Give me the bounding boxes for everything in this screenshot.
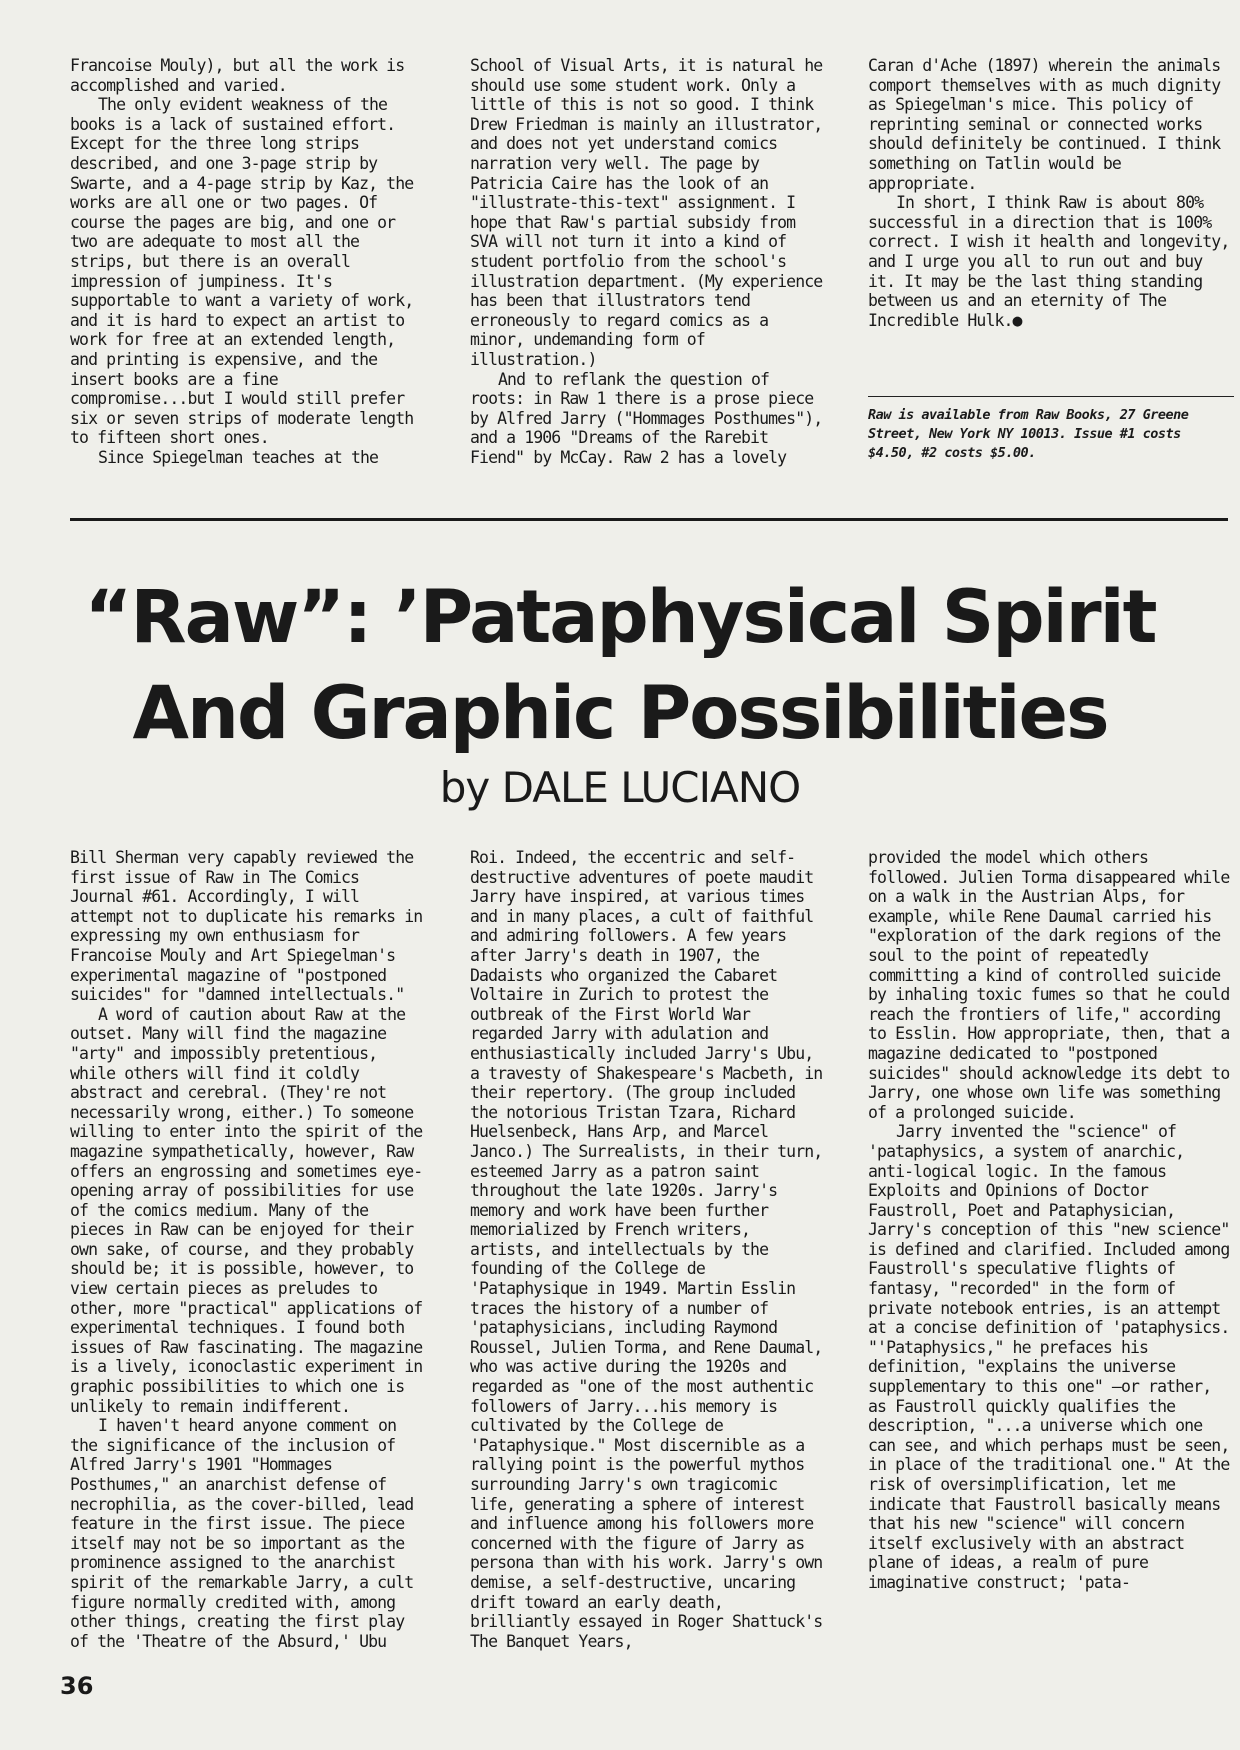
paragraph: I haven't heard anyone comment on the significance of the inclusion of Alfred Jarry's 1901 "Hommages Posthumes," an anarchist defense of necrophilia, as the cover-billed, lead feature in the first issue. The piece itself may not be so important as the prominence assigned to the anarchist spirit of the remarkable Jarry, a cult figure normally credited with, among other things, creating the first play of the 'Theatre of the Absurd,' Ubu: [70, 1416, 414, 1651]
article-column-3: [868, 848, 1234, 1593]
article-title-line-1: “Raw”: ’Pataphysical Spirit: [84, 575, 1156, 660]
continuation-column-2: [470, 56, 830, 467]
paragraph: The only evident weakness of the books is a lack of sustained effort. Except for the three long strips described, and one 3-page strip by Swarte, and a 4-page strip by Kaz, the works are all one or two pages. Of course the pages are big, and one or two are adequate to most all the strips, but there is an overall impression of jumpiness. It's supportable to want a variety of work, and it is hard to expect an artist to work for free at an extended length, and printing is expensive, and the insert books are a fine compromise...but I would still prefer six or seven strips of moderate length to fifteen short ones.: [70, 95, 414, 448]
article-column-1: [70, 848, 430, 1651]
paragraph: Jarry invented the "science" of 'pataphysics, a system of anarchic, anti-logical logic. In the famous Exploits and Opinions of Doctor Faustroll, Poet and Pataphysician, Jarry's conception of this "new science" is defined and clarified. Included among Faustroll's speculative flights of fantasy, "recorded" in the form of private notebook entries, is an attempt at a concise definition of 'pataphysics. "'Pataphysics," he prefaces his definition, "explains the universe supplementary to this one" —or rather, as Faustroll quickly qualifies the description, "...a universe which one can see, and which perhaps must be seen, in place of the traditional one." At the risk of oversimplification, let me indicate that Faustroll basically means that his new "science" will concern itself exclusively with an abstract plane of ideas, a realm of pure imaginative construct; 'pata-: [868, 1122, 1230, 1592]
section-divider: [70, 518, 1228, 521]
article-column-2: [470, 848, 830, 1651]
paragraph: A word of caution about Raw at the outset. Many will find the magazine "arty" and impossibly pretentious, while others will find it coldly abstract and cerebral. (They're not necessarily wrong, either.) To someone willing to enter into the spirit of the magazine sympathetically, however, Raw offers an engrossing and sometimes eye-opening array of possibilities for use of the comics medium. Many of the pieces in Raw can be enjoyed for their own sake, of course, and they probably should be; it is possible, however, to view certain pieces as preludes to other, more "practical" applications of experimental techniques. I found both issues of Raw fascinating. The magazine is a lively, iconoclastic experiment in graphic possibilities to which one is unlikely to remain indifferent.: [70, 1004, 423, 1416]
paragraph: Roi. Indeed, the eccentric and self-destructive adventures of poete maudit Jarry have inspired, at various times and in many places, a cult of faithful and admiring followers. A few years after Jarry's death in 1907, the Dadaists who organized the Cabaret Voltaire in Zurich to protest the outbreak of the First World War regarded Jarry with adulation and enthusiastically included Jarry's Ubu, a travesty of Shakespeare's Macbeth, in their repertory. (The group included the notorious Tristan Tzara, Richard Huelsenbeck, Hans Arp, and Marcel Janco.) The Surrealists, in their turn, esteemed Jarry as a patron saint throughout the late 1920s. Jarry's memory and work have been further memorialized by French writers, artists, and intellectuals by the founding of the College de 'Pataphysique in 1949. Martin Esslin traces the history of a number of 'pataphysicians, including Raymond Roussel, Julien Torma, and Rene Daumal, who was active during the 1920s and regarded as "one of the most authentic followers of Jarry...his memory is cultivated by the College de 'Pataphysique." Most discernible as a rallying point is the powerful mythos surrounding Jarry's own tragicomic life, generating a sphere of interest and influence among his followers more concerned with the figure of Jarry as persona than with his work. Jarry's own demise, a self-destructive, uncaring drift toward an early death, brilliantly essayed in Roger Shattuck's The Banquet Years,: [470, 848, 823, 1651]
article-title-line-2: And Graphic Possibilities: [132, 671, 1108, 756]
page-number: 36: [60, 1672, 94, 1700]
availability-note: Raw is available from Raw Books, 27 Greene Street, New York NY 10013. Issue #1 costs $4.50, #2 costs $5.00.: [868, 407, 1189, 461]
continuation-column-1: [70, 56, 430, 467]
paragraph: Since Spiegelman teaches at the: [98, 447, 379, 467]
paragraph: And to reflank the question of roots: in Raw 1 there is a prose piece by Alfred Jarry ("Hommages Posthumes"), and a 1906 "Dreams of the Rarebit Fiend" by McCay. Raw 2 has a lovely: [470, 369, 823, 467]
paragraph: Francoise Mouly), but all the work is accomplished and varied.: [70, 56, 405, 95]
article-title: [30, 570, 1210, 762]
paragraph: Caran d'Ache (1897) wherein the animals comport themselves with as much dignity as Spiegelman's mice. This policy of reprinting seminal or connected works should definitely be continued. I think something on Tatlin would be appropriate.: [868, 56, 1221, 193]
article-byline: by DALE LUCIANO: [439, 763, 801, 812]
paragraph: School of Visual Arts, it is natural he should use some student work. Only a little of this is not so good. I think Drew Friedman is mainly an illustrator, and does not yet understand comics narration very well. The page by Patricia Caire has the look of an "illustrate-this-text" assignment. I hope that Raw's partial subsidy from SVA will not turn it into a kind of student portfolio from the school's illustration department. (My experience has been that illustrators tend erroneously to regard comics as a minor, undemanding form of illustration.): [470, 56, 823, 369]
paragraph: In short, I think Raw is about 80% successful in a direction that is 100% correct. I wish it health and longevity, and I urge you all to run out and buy it. It may be the last thing standing between us and an eternity of The Incredible Hulk.●: [868, 193, 1230, 330]
paragraph: Bill Sherman very capably reviewed the first issue of Raw in The Comics Journal #61. Accordingly, I will attempt not to duplicate his remarks in expressing my own enthusiasm for Francoise Mouly and Art Spiegelman's experimental magazine of "postponed suicides" for "damned intellectuals.": [70, 848, 423, 1005]
paragraph: provided the model which others followed. Julien Torma disappeared while on a walk in the Austrian Alps, for example, while Rene Daumal carried his "exploration of the dark regions of the soul to the point of repeatedly committing a kind of controlled suicide by inhaling toxic fumes so that he could reach the frontiers of life," according to Esslin. How appropriate, then, that a magazine dedicated to "postponed suicides" should acknowledge its debt to Jarry, one whose own life was something of a prolonged suicide.: [868, 848, 1230, 1122]
availability-rule: [868, 396, 1234, 397]
continuation-column-3: [868, 56, 1234, 330]
